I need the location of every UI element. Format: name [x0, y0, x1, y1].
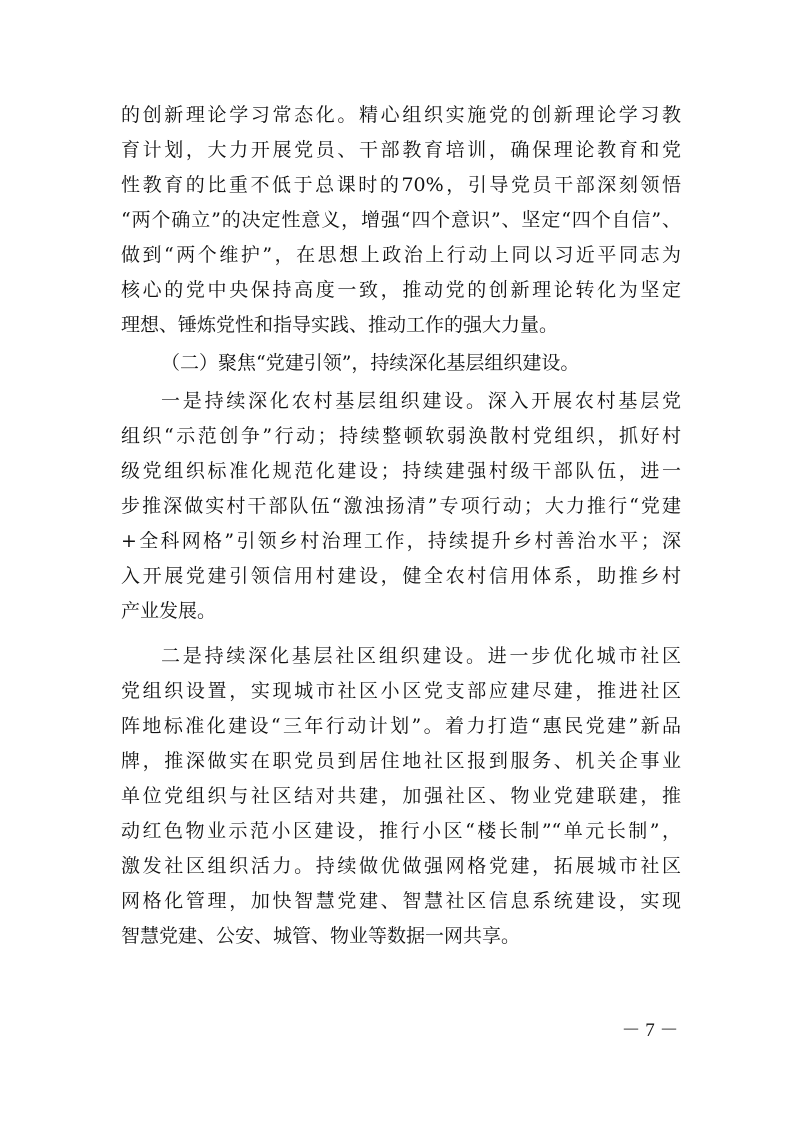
text-line: +全科网格”引领乡村治理工作，持续提升乡村善治水平；深 [121, 530, 681, 552]
page-number: － 7 － [621, 1020, 679, 1041]
body-text [121, 98, 681, 954]
text-line: 性教育的比重不低于总课时的70%，引导党员干部深刻领悟 [121, 174, 681, 196]
text-line: 智慧党建、公安、城管、物业等数据一网共享。 [121, 925, 521, 947]
paragraph-theory-study [121, 98, 681, 343]
text-line: 动红色物业示范小区建设，推行小区“楼长制”“单元长制”， [121, 820, 681, 842]
text-line: 做到“两个维护”，在思想上政治上行动上同以习近平同志为 [121, 244, 681, 266]
text-line: 牌，推深做实在职党员到居住地社区报到服务、机关企事业 [121, 750, 681, 772]
section-heading [121, 343, 681, 381]
text-line: 二是持续深化基层社区组织建设。进一步优化城市社区 [161, 645, 681, 667]
text-line: “两个确立”的决定性意义，增强“四个意识”、坚定“四个自信”、 [121, 209, 681, 231]
text-line: 单位党组织与社区结对共建，加强社区、物业党建联建，推 [121, 785, 681, 807]
text-line: 理想、锤炼党性和指导实践、推动工作的强大力量。 [121, 314, 559, 336]
text-line: 一是持续深化农村基层组织建设。深入开展农村基层党 [161, 390, 681, 412]
text-line: 级党组织标准化规范化建设；持续建强村级干部队伍，进一 [121, 460, 681, 482]
text-line: 党组织设置，实现城市社区小区党支部应建尽建，推进社区 [121, 680, 681, 702]
text-line: 激发社区组织活力。持续做优做强网格党建，拓展城市社区 [121, 855, 681, 877]
text-line: 的创新理论学习常态化。精心组织实施党的创新理论学习教 [121, 104, 681, 126]
text-line: 入开展党建引领信用村建设，健全农村信用体系，助推乡村 [121, 565, 681, 587]
text-line: 网格化管理，加快智慧党建、智慧社区信息系统建设，实现 [121, 890, 681, 912]
paragraph-community-organization [121, 639, 681, 954]
heading-line: （二）聚焦“党建引领”，持续深化基层组织建设。 [161, 352, 580, 374]
text-line: 步推深做实村干部队伍“激浊扬清”专项行动；大力推行“党建 [121, 495, 681, 517]
text-line: 核心的党中央保持高度一致，推动党的创新理论转化为坚定 [121, 279, 681, 301]
text-line: 产业发展。 [121, 600, 217, 622]
text-line: 育计划，大力开展党员、干部教育培训，确保理论教育和党 [121, 139, 681, 161]
text-line: 组织“示范创争”行动；持续整顿软弱涣散村党组织，抓好村 [121, 425, 681, 447]
paragraph-rural-organization [121, 381, 681, 629]
text-line: 阵地标准化建设“三年行动计划”。着力打造“惠民党建”新品 [121, 715, 681, 737]
